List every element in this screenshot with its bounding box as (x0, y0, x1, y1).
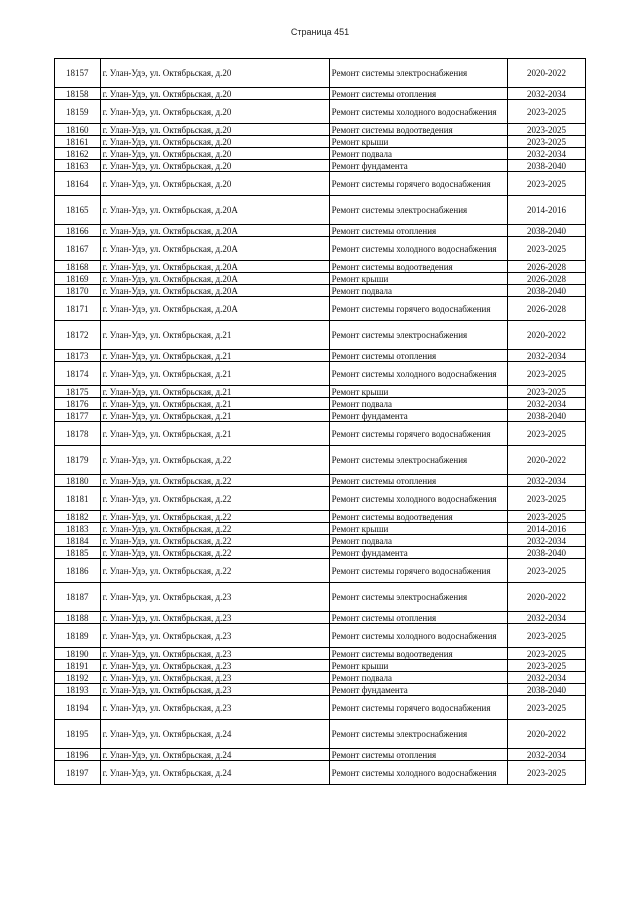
period-cell: 2038-2040 (507, 225, 585, 237)
address-cell: г. Улан-Удэ, ул. Октябрьская, д.20 (100, 59, 329, 88)
work-type-cell: Ремонт системы холодного водоснабжения (329, 100, 507, 124)
address-cell: г. Улан-Удэ, ул. Октябрьская, д.23 (100, 624, 329, 648)
row-id-cell: 18183 (55, 523, 101, 535)
address-cell: г. Улан-Удэ, ул. Октябрьская, д.20А (100, 237, 329, 261)
address-cell: г. Улан-Удэ, ул. Октябрьская, д.21 (100, 386, 329, 398)
work-type-cell: Ремонт системы отопления (329, 475, 507, 487)
table-row (55, 237, 586, 261)
period-cell: 2026-2028 (507, 261, 585, 273)
table-row (55, 583, 586, 612)
table-body (55, 59, 586, 785)
row-id-cell: 18168 (55, 261, 101, 273)
row-id-cell: 18167 (55, 237, 101, 261)
period-cell: 2023-2025 (507, 136, 585, 148)
period-cell: 2023-2025 (507, 172, 585, 196)
table-row (55, 523, 586, 535)
row-id-cell: 18185 (55, 547, 101, 559)
work-type-cell: Ремонт системы водоотведения (329, 511, 507, 523)
table-row (55, 136, 586, 148)
row-id-cell: 18174 (55, 362, 101, 386)
work-type-cell: Ремонт системы отопления (329, 350, 507, 362)
table-row (55, 398, 586, 410)
table-row (55, 386, 586, 398)
table-row (55, 410, 586, 422)
work-type-cell: Ремонт фундамента (329, 410, 507, 422)
work-type-cell: Ремонт системы горячего водоснабжения (329, 172, 507, 196)
address-cell: г. Улан-Удэ, ул. Октябрьская, д.20 (100, 172, 329, 196)
table-row (55, 422, 586, 446)
table-row (55, 285, 586, 297)
period-cell: 2020-2022 (507, 59, 585, 88)
page-title: Страница 451 (290, 27, 350, 37)
row-id-cell: 18189 (55, 624, 101, 648)
address-cell: г. Улан-Удэ, ул. Октябрьская, д.23 (100, 648, 329, 660)
row-id-cell: 18186 (55, 559, 101, 583)
work-type-cell: Ремонт системы электроснабжения (329, 321, 507, 350)
table-row (55, 535, 586, 547)
table-row (55, 160, 586, 172)
work-type-cell: Ремонт системы электроснабжения (329, 196, 507, 225)
table-row (55, 321, 586, 350)
address-cell: г. Улан-Удэ, ул. Октябрьская, д.22 (100, 475, 329, 487)
address-cell: г. Улан-Удэ, ул. Октябрьская, д.21 (100, 362, 329, 386)
table-row (55, 124, 586, 136)
row-id-cell: 18179 (55, 446, 101, 475)
table-row (55, 684, 586, 696)
period-cell: 2032-2034 (507, 398, 585, 410)
work-type-cell: Ремонт фундамента (329, 684, 507, 696)
address-cell: г. Улан-Удэ, ул. Октябрьская, д.22 (100, 559, 329, 583)
work-type-cell: Ремонт системы электроснабжения (329, 720, 507, 749)
address-cell: г. Улан-Удэ, ул. Октябрьская, д.20 (100, 100, 329, 124)
period-cell: 2023-2025 (507, 386, 585, 398)
table-row (55, 761, 586, 785)
address-cell: г. Улан-Удэ, ул. Октябрьская, д.22 (100, 547, 329, 559)
table-row (55, 362, 586, 386)
period-cell: 2032-2034 (507, 612, 585, 624)
work-type-cell: Ремонт крыши (329, 523, 507, 535)
row-id-cell: 18182 (55, 511, 101, 523)
address-cell: г. Улан-Удэ, ул. Октябрьская, д.20 (100, 148, 329, 160)
work-type-cell: Ремонт системы холодного водоснабжения (329, 761, 507, 785)
address-cell: г. Улан-Удэ, ул. Октябрьская, д.20 (100, 88, 329, 100)
row-id-cell: 18158 (55, 88, 101, 100)
table-row (55, 547, 586, 559)
table-row (55, 100, 586, 124)
table-row (55, 672, 586, 684)
address-cell: г. Улан-Удэ, ул. Октябрьская, д.23 (100, 696, 329, 720)
table-row (55, 273, 586, 285)
table-row (55, 612, 586, 624)
row-id-cell: 18192 (55, 672, 101, 684)
row-id-cell: 18195 (55, 720, 101, 749)
address-cell: г. Улан-Удэ, ул. Октябрьская, д.20А (100, 225, 329, 237)
row-id-cell: 18188 (55, 612, 101, 624)
period-cell: 2026-2028 (507, 297, 585, 321)
table-row (55, 446, 586, 475)
work-type-cell: Ремонт системы отопления (329, 749, 507, 761)
period-cell: 2023-2025 (507, 487, 585, 511)
work-type-cell: Ремонт подвала (329, 535, 507, 547)
period-cell: 2032-2034 (507, 749, 585, 761)
period-cell: 2020-2022 (507, 720, 585, 749)
work-type-cell: Ремонт подвала (329, 398, 507, 410)
work-type-cell: Ремонт крыши (329, 386, 507, 398)
row-id-cell: 18169 (55, 273, 101, 285)
work-type-cell: Ремонт фундамента (329, 160, 507, 172)
table-row (55, 487, 586, 511)
address-cell: г. Улан-Удэ, ул. Октябрьская, д.24 (100, 720, 329, 749)
work-type-cell: Ремонт системы горячего водоснабжения (329, 297, 507, 321)
address-cell: г. Улан-Удэ, ул. Октябрьская, д.21 (100, 321, 329, 350)
address-cell: г. Улан-Удэ, ул. Октябрьская, д.22 (100, 487, 329, 511)
work-type-cell: Ремонт фундамента (329, 547, 507, 559)
table-row (55, 648, 586, 660)
period-cell: 2023-2025 (507, 511, 585, 523)
work-type-cell: Ремонт подвала (329, 148, 507, 160)
row-id-cell: 18196 (55, 749, 101, 761)
work-type-cell: Ремонт системы горячего водоснабжения (329, 559, 507, 583)
work-type-cell: Ремонт системы водоотведения (329, 261, 507, 273)
period-cell: 2023-2025 (507, 237, 585, 261)
work-type-cell: Ремонт системы электроснабжения (329, 446, 507, 475)
table-row (55, 88, 586, 100)
period-cell: 2032-2034 (507, 350, 585, 362)
work-type-cell: Ремонт крыши (329, 136, 507, 148)
row-id-cell: 18160 (55, 124, 101, 136)
address-cell: г. Улан-Удэ, ул. Октябрьская, д.20 (100, 136, 329, 148)
work-type-cell: Ремонт системы горячего водоснабжения (329, 696, 507, 720)
row-id-cell: 18187 (55, 583, 101, 612)
table-row (55, 261, 586, 273)
address-cell: г. Улан-Удэ, ул. Октябрьская, д.23 (100, 583, 329, 612)
table-row (55, 749, 586, 761)
work-type-cell: Ремонт системы водоотведения (329, 648, 507, 660)
work-type-cell: Ремонт подвала (329, 672, 507, 684)
period-cell: 2038-2040 (507, 684, 585, 696)
work-type-cell: Ремонт системы горячего водоснабжения (329, 422, 507, 446)
work-type-cell: Ремонт крыши (329, 660, 507, 672)
row-id-cell: 18178 (55, 422, 101, 446)
period-cell: 2032-2034 (507, 535, 585, 547)
row-id-cell: 18184 (55, 535, 101, 547)
work-type-cell: Ремонт системы отопления (329, 225, 507, 237)
address-cell: г. Улан-Удэ, ул. Октябрьская, д.22 (100, 535, 329, 547)
period-cell: 2038-2040 (507, 285, 585, 297)
period-cell: 2032-2034 (507, 475, 585, 487)
period-cell: 2023-2025 (507, 100, 585, 124)
address-cell: г. Улан-Удэ, ул. Октябрьская, д.23 (100, 672, 329, 684)
table-row (55, 59, 586, 88)
address-cell: г. Улан-Удэ, ул. Октябрьская, д.20 (100, 124, 329, 136)
period-cell: 2032-2034 (507, 88, 585, 100)
row-id-cell: 18181 (55, 487, 101, 511)
period-cell: 2032-2034 (507, 672, 585, 684)
period-cell: 2023-2025 (507, 624, 585, 648)
table-row (55, 350, 586, 362)
address-cell: г. Улан-Удэ, ул. Октябрьская, д.24 (100, 749, 329, 761)
table-row (55, 148, 586, 160)
address-cell: г. Улан-Удэ, ул. Октябрьская, д.21 (100, 350, 329, 362)
row-id-cell: 18177 (55, 410, 101, 422)
address-cell: г. Улан-Удэ, ул. Октябрьская, д.22 (100, 446, 329, 475)
row-id-cell: 18170 (55, 285, 101, 297)
period-cell: 2032-2034 (507, 148, 585, 160)
table-row (55, 720, 586, 749)
period-cell: 2014-2016 (507, 196, 585, 225)
address-cell: г. Улан-Удэ, ул. Октябрьская, д.20А (100, 285, 329, 297)
period-cell: 2020-2022 (507, 321, 585, 350)
table-row (55, 559, 586, 583)
address-cell: г. Улан-Удэ, ул. Октябрьская, д.20А (100, 297, 329, 321)
period-cell: 2023-2025 (507, 648, 585, 660)
work-type-cell: Ремонт системы холодного водоснабжения (329, 362, 507, 386)
row-id-cell: 18191 (55, 660, 101, 672)
period-cell: 2023-2025 (507, 660, 585, 672)
row-id-cell: 18197 (55, 761, 101, 785)
row-id-cell: 18194 (55, 696, 101, 720)
work-type-cell: Ремонт системы электроснабжения (329, 59, 507, 88)
table-row (55, 225, 586, 237)
work-type-cell: Ремонт системы электроснабжения (329, 583, 507, 612)
work-type-cell: Ремонт системы отопления (329, 612, 507, 624)
table-row (55, 624, 586, 648)
row-id-cell: 18157 (55, 59, 101, 88)
work-type-cell: Ремонт крыши (329, 273, 507, 285)
period-cell: 2026-2028 (507, 273, 585, 285)
period-cell: 2020-2022 (507, 583, 585, 612)
period-cell: 2023-2025 (507, 124, 585, 136)
row-id-cell: 18176 (55, 398, 101, 410)
work-type-cell: Ремонт подвала (329, 285, 507, 297)
table-row (55, 475, 586, 487)
work-type-cell: Ремонт системы водоотведения (329, 124, 507, 136)
address-cell: г. Улан-Удэ, ул. Октябрьская, д.23 (100, 684, 329, 696)
row-id-cell: 18165 (55, 196, 101, 225)
period-cell: 2014-2016 (507, 523, 585, 535)
address-cell: г. Улан-Удэ, ул. Октябрьская, д.22 (100, 511, 329, 523)
table-row (55, 660, 586, 672)
address-cell: г. Улан-Удэ, ул. Октябрьская, д.23 (100, 660, 329, 672)
address-cell: г. Улан-Удэ, ул. Октябрьская, д.21 (100, 398, 329, 410)
table-row (55, 511, 586, 523)
row-id-cell: 18175 (55, 386, 101, 398)
repair-schedule-table (54, 58, 586, 785)
work-type-cell: Ремонт системы холодного водоснабжения (329, 487, 507, 511)
period-cell: 2038-2040 (507, 160, 585, 172)
address-cell: г. Улан-Удэ, ул. Октябрьская, д.20А (100, 196, 329, 225)
row-id-cell: 18164 (55, 172, 101, 196)
row-id-cell: 18166 (55, 225, 101, 237)
period-cell: 2038-2040 (507, 410, 585, 422)
row-id-cell: 18180 (55, 475, 101, 487)
address-cell: г. Улан-Удэ, ул. Октябрьская, д.21 (100, 410, 329, 422)
address-cell: г. Улан-Удэ, ул. Октябрьская, д.21 (100, 422, 329, 446)
row-id-cell: 18162 (55, 148, 101, 160)
table-row (55, 696, 586, 720)
period-cell: 2023-2025 (507, 559, 585, 583)
row-id-cell: 18193 (55, 684, 101, 696)
address-cell: г. Улан-Удэ, ул. Октябрьская, д.22 (100, 523, 329, 535)
table-row (55, 196, 586, 225)
address-cell: г. Улан-Удэ, ул. Октябрьская, д.20 (100, 160, 329, 172)
row-id-cell: 18161 (55, 136, 101, 148)
work-type-cell: Ремонт системы холодного водоснабжения (329, 237, 507, 261)
table-row (55, 172, 586, 196)
period-cell: 2023-2025 (507, 362, 585, 386)
period-cell: 2023-2025 (507, 696, 585, 720)
address-cell: г. Улан-Удэ, ул. Октябрьская, д.23 (100, 612, 329, 624)
period-cell: 2023-2025 (507, 422, 585, 446)
table-row (55, 297, 586, 321)
period-cell: 2023-2025 (507, 761, 585, 785)
row-id-cell: 18190 (55, 648, 101, 660)
address-cell: г. Улан-Удэ, ул. Октябрьская, д.20А (100, 273, 329, 285)
work-type-cell: Ремонт системы холодного водоснабжения (329, 624, 507, 648)
address-cell: г. Улан-Удэ, ул. Октябрьская, д.24 (100, 761, 329, 785)
address-cell: г. Улан-Удэ, ул. Октябрьская, д.20А (100, 261, 329, 273)
row-id-cell: 18171 (55, 297, 101, 321)
row-id-cell: 18172 (55, 321, 101, 350)
row-id-cell: 18173 (55, 350, 101, 362)
period-cell: 2038-2040 (507, 547, 585, 559)
row-id-cell: 18163 (55, 160, 101, 172)
work-type-cell: Ремонт системы отопления (329, 88, 507, 100)
row-id-cell: 18159 (55, 100, 101, 124)
period-cell: 2020-2022 (507, 446, 585, 475)
